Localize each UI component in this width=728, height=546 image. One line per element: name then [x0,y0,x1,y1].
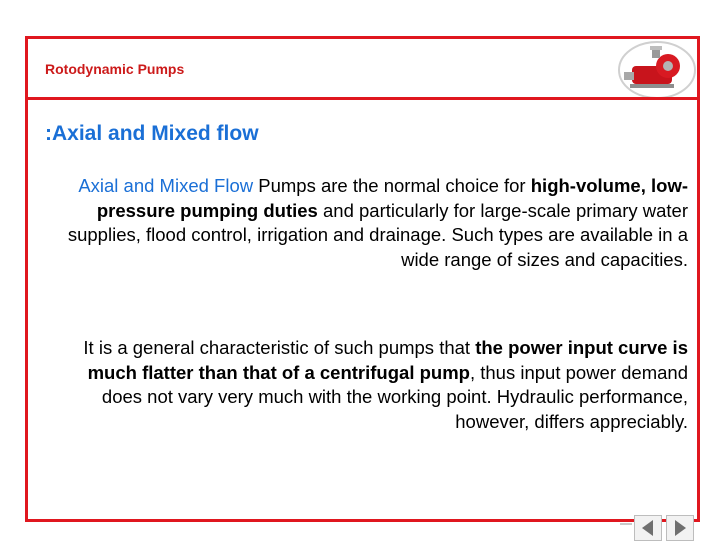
nav-separator [620,523,632,525]
slide-frame [25,36,700,522]
slide-header-title: Rotodynamic Pumps [45,61,185,77]
paragraph-power-characteristic [58,336,688,434]
header-divider [25,97,700,100]
paragraph-lead-term: Axial and Mixed Flow [78,175,254,196]
prev-arrow-icon[interactable] [634,515,662,541]
paragraph-axial-mixed-flow [48,174,688,272]
paragraph-text: It is a general characteristic of such pumps that [83,337,476,358]
paragraph-emphasis: high-volume, low-pressure pumping duties [96,175,688,221]
paragraph-text: Pumps are the normal choice for [253,175,531,196]
paragraph-text: , thus input power demand does not vary very much with the working point. Hydraulic performance, however, differs appreciably. [101,361,688,432]
paragraph-text: and particularly for large-scale primary water supplies, flood control, irrigation and drainage. Such types are available in a wide range of sizes and capacities. [67,199,688,270]
next-arrow-icon[interactable] [666,515,694,541]
paragraph-emphasis: the power input curve is much flatter than that of a centrifugal pump [87,337,688,383]
section-heading: :Axial and Mixed flow [45,122,259,145]
pump-image-icon [616,40,698,100]
